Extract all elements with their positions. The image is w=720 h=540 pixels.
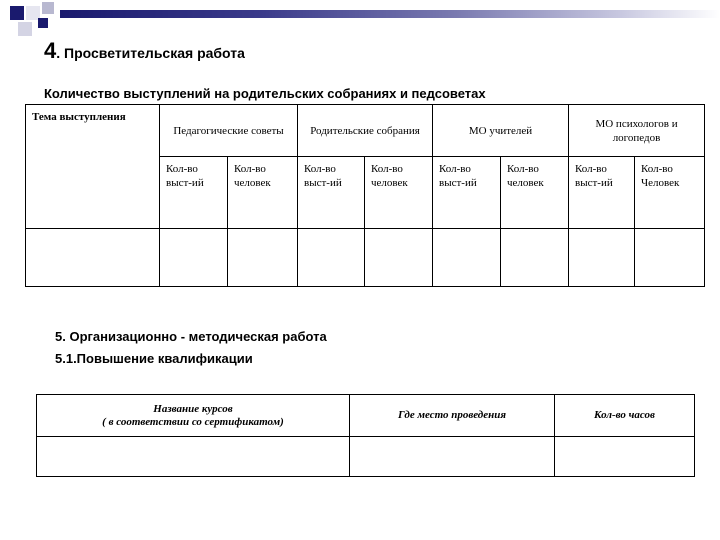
empty-cell[interactable]	[298, 229, 365, 287]
presentations-table	[25, 104, 705, 287]
table-row	[37, 437, 695, 477]
subheader-cell: Кол-во выст-ий	[433, 157, 501, 229]
section-4-number: 4	[44, 38, 57, 63]
decor-square	[42, 2, 54, 14]
subheader-cell: Кол-во выст-ий	[298, 157, 365, 229]
empty-cell[interactable]	[433, 229, 501, 287]
subheader-cell: Кол-во выст-ий	[160, 157, 228, 229]
decor-gradient-strip	[60, 10, 720, 18]
section-4-heading	[44, 38, 245, 64]
subheader-cell: Кол-во выст-ий	[569, 157, 635, 229]
group-header: МО психологов и логопедов	[569, 105, 705, 157]
empty-cell[interactable]	[501, 229, 569, 287]
table-1-caption: Количество выступлений на родительских собраниях и педсоветах	[44, 86, 486, 101]
empty-cell[interactable]	[365, 229, 433, 287]
decor-square	[38, 18, 48, 28]
hours-header: Кол-во часов	[555, 395, 695, 437]
empty-cell[interactable]	[228, 229, 298, 287]
section-4-title: . Просветительская работа	[56, 45, 245, 61]
subheader-cell: Кол-во человек	[501, 157, 569, 229]
section-5-1-title: 5.1.Повышение квалификации	[55, 351, 253, 366]
empty-cell[interactable]	[160, 229, 228, 287]
section-5-title: 5. Организационно - методическая работа	[55, 329, 327, 344]
table-row	[26, 229, 705, 287]
topic-header: Тема выступления	[26, 105, 160, 229]
decor-square	[10, 6, 24, 20]
empty-cell[interactable]	[569, 229, 635, 287]
empty-cell[interactable]	[26, 229, 160, 287]
group-header: Родительские собрания	[298, 105, 433, 157]
group-header: МО учителей	[433, 105, 569, 157]
empty-cell[interactable]	[37, 437, 350, 477]
location-header: Где место проведения	[350, 395, 555, 437]
subheader-cell: Кол-во Человек	[635, 157, 705, 229]
subheader-cell: Кол-во человек	[228, 157, 298, 229]
empty-cell[interactable]	[555, 437, 695, 477]
decor-square	[18, 22, 32, 36]
courses-table	[36, 394, 695, 477]
section-5-heading	[55, 326, 327, 370]
subheader-cell: Кол-во человек	[365, 157, 433, 229]
group-header: Педагогические советы	[160, 105, 298, 157]
course-name-header: Название курсов ( в соответствии со сертификатом)	[37, 395, 350, 437]
empty-cell[interactable]	[635, 229, 705, 287]
empty-cell[interactable]	[350, 437, 555, 477]
